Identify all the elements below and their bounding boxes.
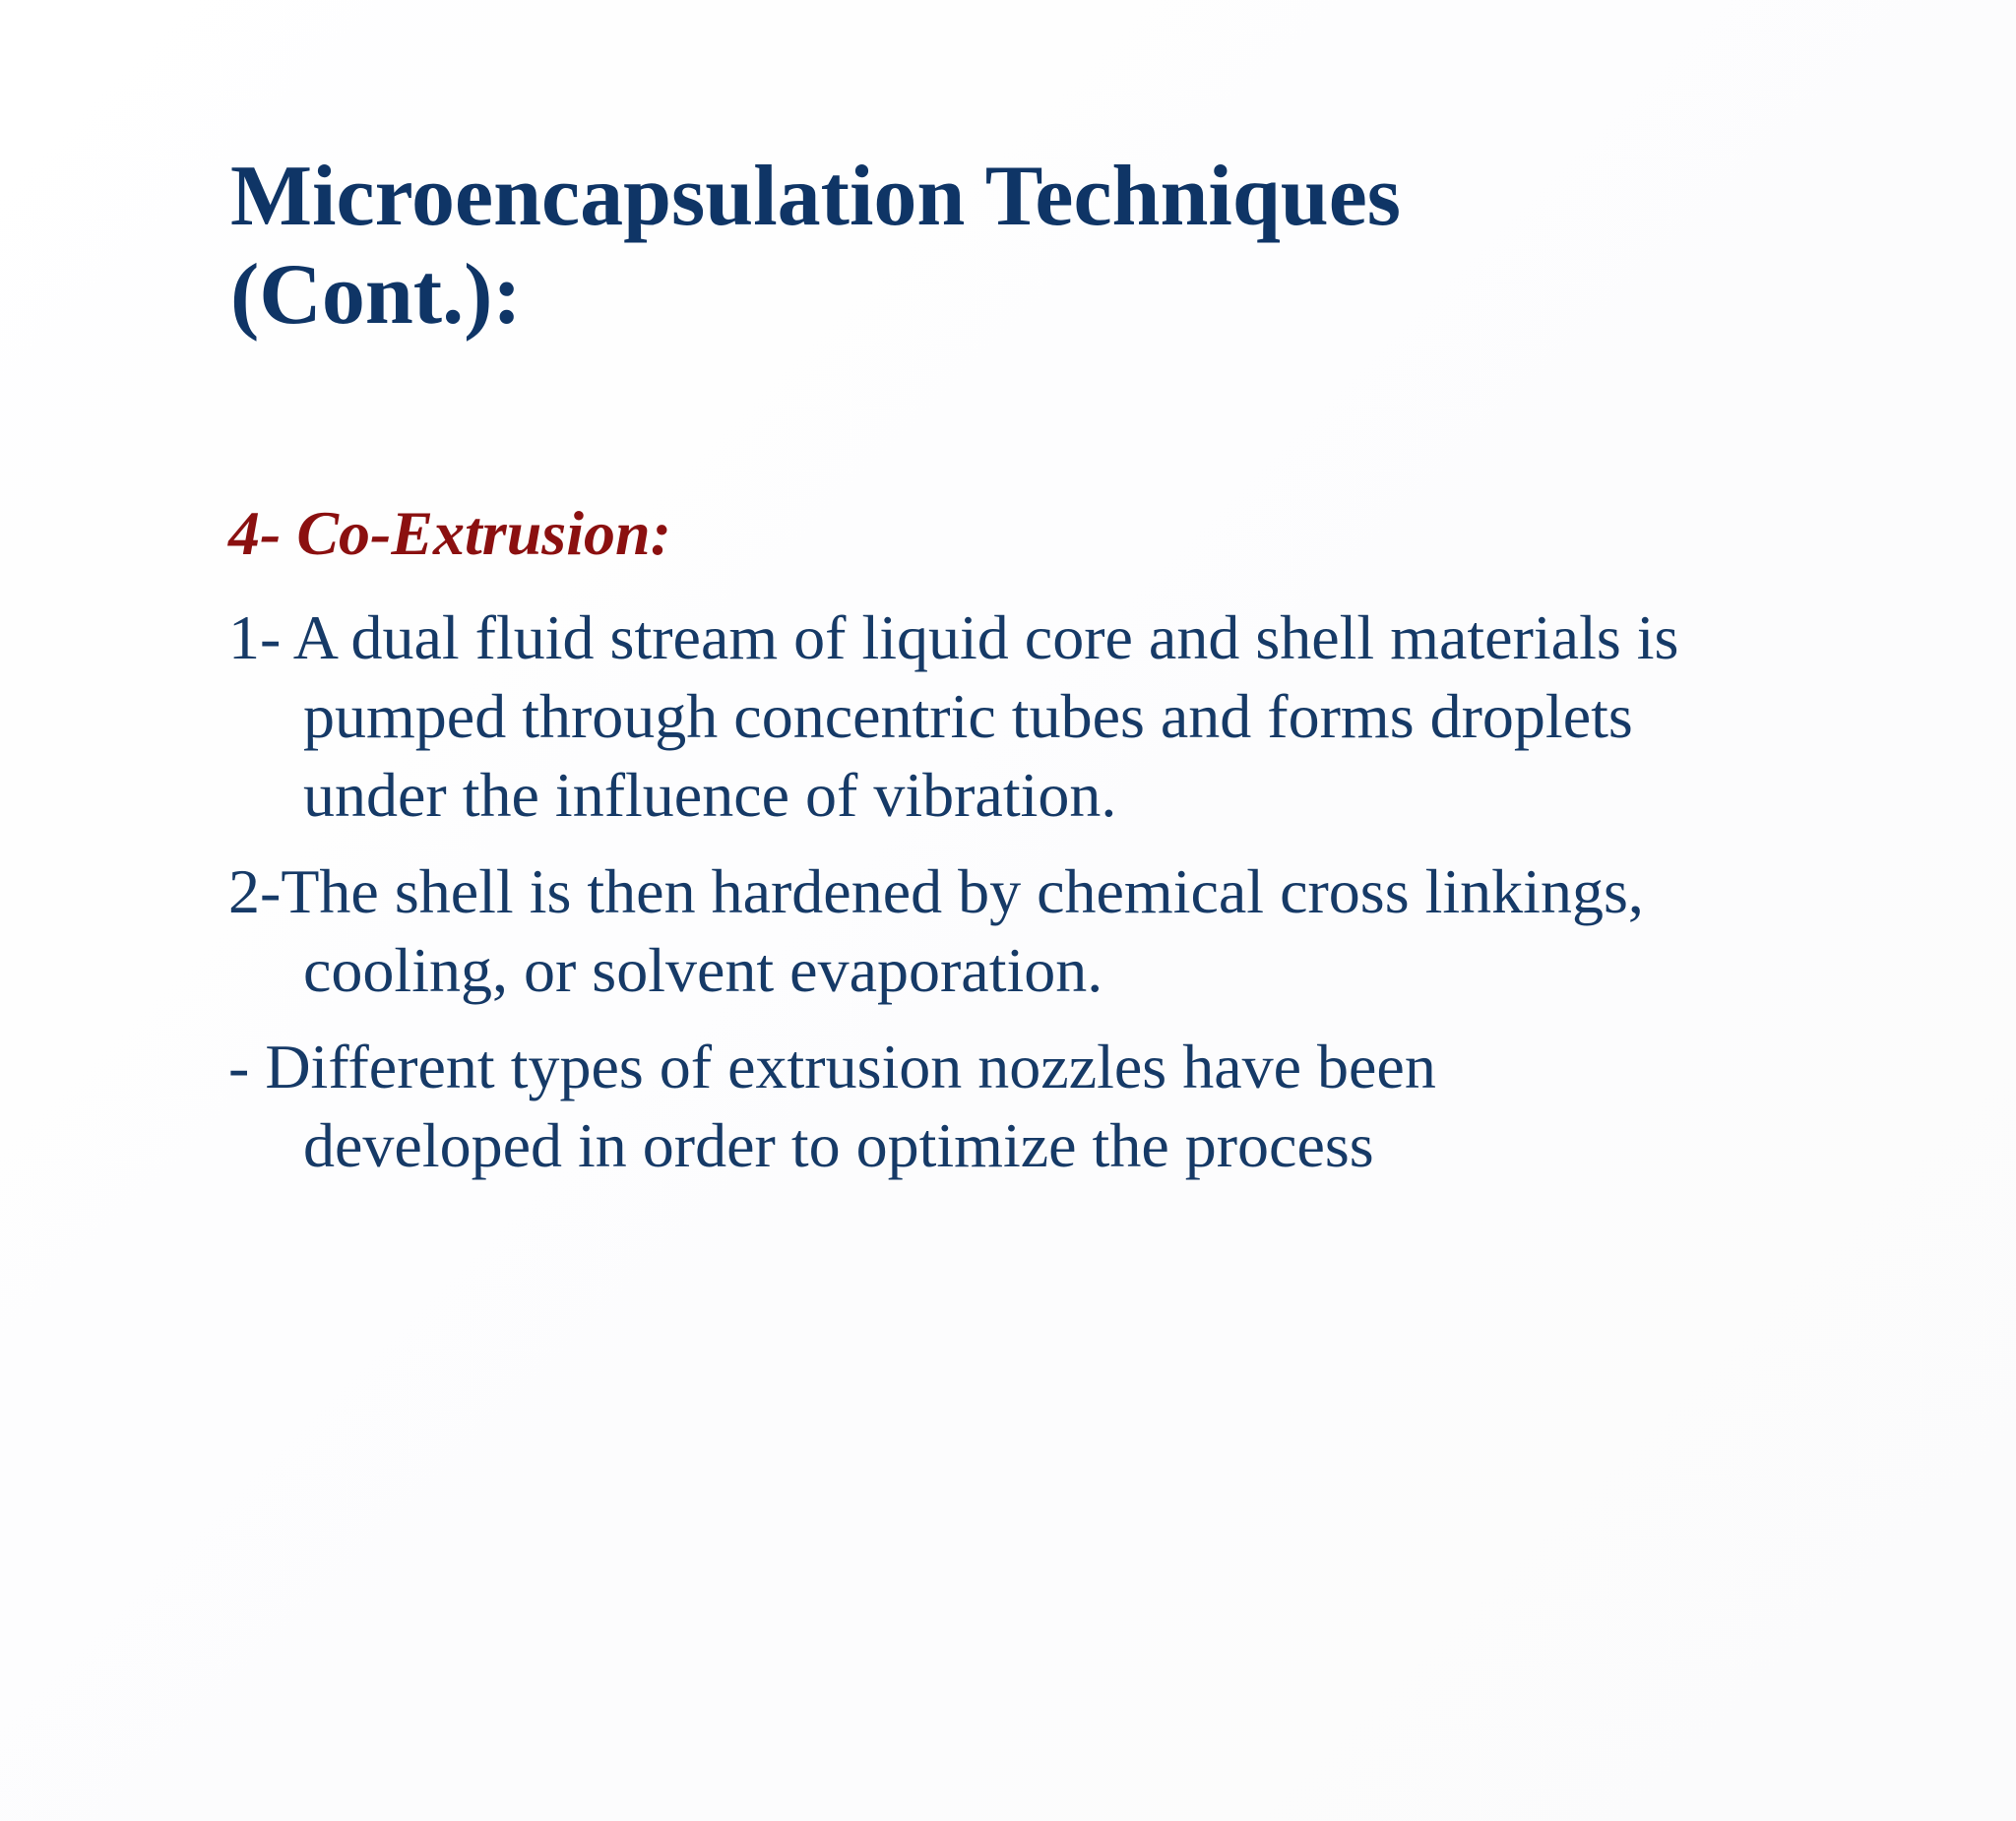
body-item-2-line-1: 2-The shell is then hardened by chemical cross linkings, bbox=[228, 856, 1644, 926]
body-item-1-line-2: pumped through concentric tubes and forms droplets bbox=[303, 681, 1633, 751]
section-heading: 4- Co-Extrusion: bbox=[228, 498, 671, 568]
body-item-3 bbox=[228, 1028, 1843, 1185]
slide-title bbox=[230, 148, 1805, 345]
body-item-1-line-3: under the influence of vibration. bbox=[303, 760, 1117, 830]
body-item-2 bbox=[228, 852, 1843, 1010]
body-text-list bbox=[228, 598, 1843, 1203]
body-item-3-line-2: developed in order to optimize the process bbox=[303, 1110, 1374, 1180]
body-item-1 bbox=[228, 598, 1843, 835]
slide-title-line-1: Microencapsulation Techniques bbox=[230, 149, 1402, 244]
slide-title-line-2: (Cont.): bbox=[230, 247, 522, 343]
body-item-2-line-2: cooling, or solvent evaporation. bbox=[303, 935, 1103, 1005]
body-item-3-line-1: - Different types of extrusion nozzles have been bbox=[228, 1032, 1436, 1101]
body-item-1-line-1: 1- A dual fluid stream of liquid core and shell materials is bbox=[228, 602, 1679, 672]
